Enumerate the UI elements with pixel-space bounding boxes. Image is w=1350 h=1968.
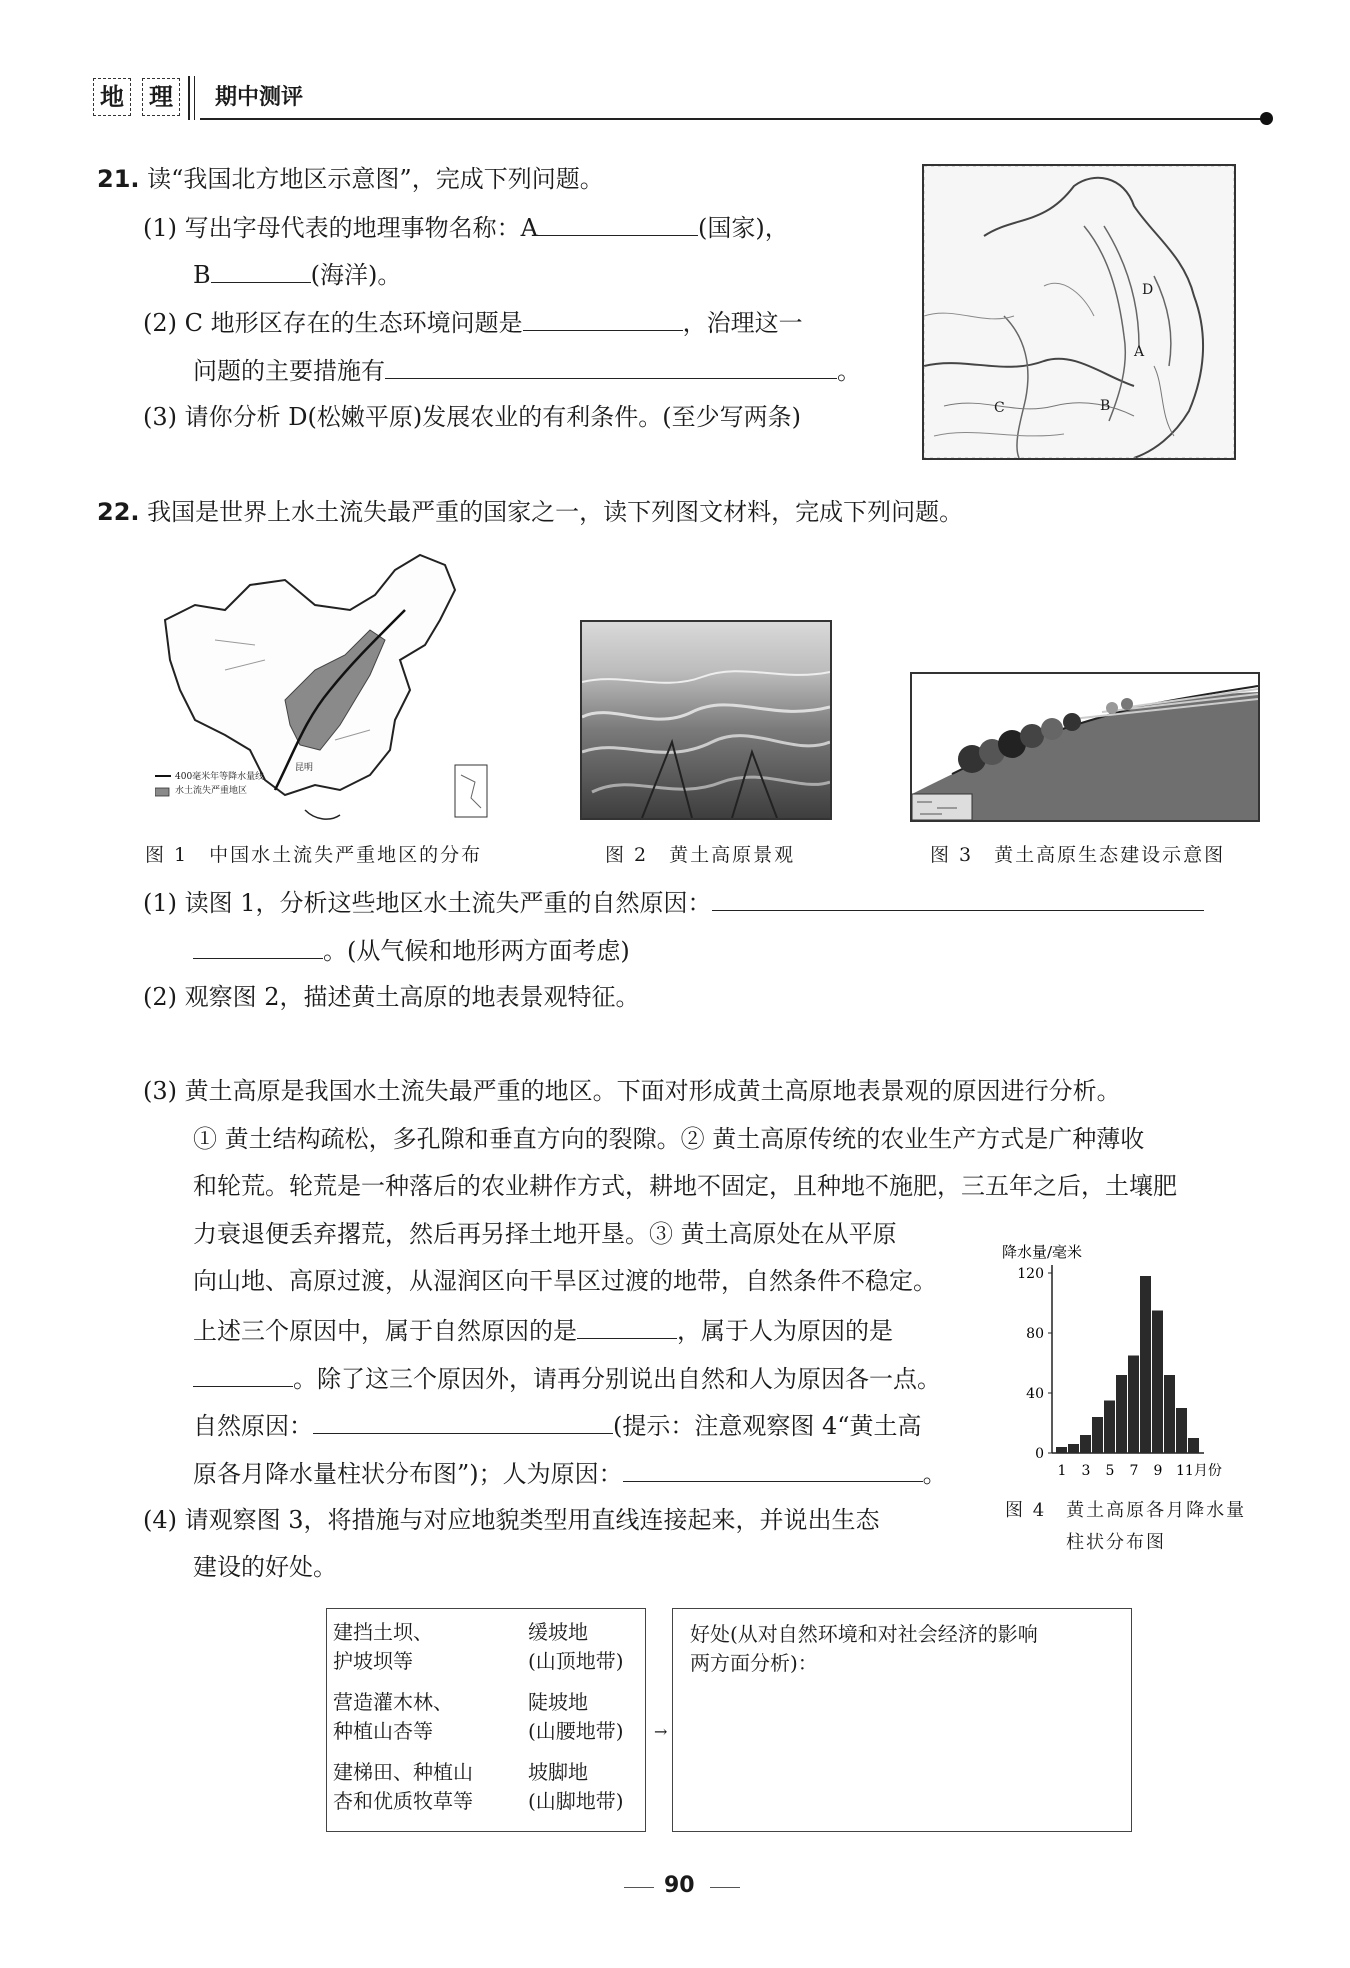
map-label-d: D — [1142, 282, 1154, 298]
answer-blank-q22-f[interactable] — [623, 1455, 923, 1482]
measure-1-line2: 护坡坝等 — [333, 1649, 413, 1673]
q22-part4-line2: 建设的好处。 — [193, 1553, 337, 1581]
x-tick-label: 3 — [1081, 1463, 1091, 1479]
precip-bar — [1092, 1417, 1103, 1453]
map-label-b: B — [1100, 398, 1111, 414]
figure-3-ecology-sketch — [910, 672, 1260, 822]
fig1-legend-area-label: 水土流失严重地区 — [175, 786, 248, 796]
terrain-1-line2: (山顶地带) — [528, 1649, 624, 1673]
precip-bar — [1080, 1435, 1091, 1453]
subject-badge-1: 地 — [93, 78, 131, 116]
q22-part3-line8: 自然原因： (提示：注意观察图 4“黄土高 — [193, 1407, 922, 1443]
figure-2-loess-photo — [580, 620, 832, 820]
answer-blank-q21-b[interactable] — [211, 256, 311, 283]
figure-1-china-map — [155, 550, 495, 830]
header-rule — [200, 118, 1264, 120]
north-china-map — [922, 164, 1236, 460]
precip-bar — [1140, 1276, 1151, 1453]
q22-part3-line5: 向山地、高原过渡，从湿润区向干旱区过渡的地带，自然条件不稳定。 — [193, 1267, 937, 1295]
measure-1-line1: 建挡土坝、 — [333, 1620, 433, 1644]
precip-bar — [1152, 1311, 1163, 1454]
precip-bar — [1068, 1444, 1079, 1453]
terrain-1-line1[interactable]: 缓坡地 — [528, 1620, 588, 1644]
q22-part1: (1) 读图 1，分析这些地区水土流失严重的自然原因： — [143, 884, 1204, 920]
figure-1-caption: 图 1 中国水土流失严重地区的分布 — [145, 844, 483, 866]
page-number: 90 — [664, 1873, 695, 1898]
measure-3-line1: 建梯田、种植山 — [333, 1760, 473, 1784]
precip-bar — [1128, 1356, 1139, 1454]
q22-part3-line4: 力衰退便丢弃撂荒，然后再另择土地开垦。③ 黄土高原处在从平原 — [193, 1220, 897, 1248]
answer-blank-q22-b[interactable] — [193, 932, 323, 959]
benefit-prompt-line2: 两方面分析)： — [690, 1651, 818, 1675]
x-tick-label: 5 — [1105, 1463, 1115, 1479]
north-china-map-drawing — [924, 166, 1234, 458]
precip-bar — [1188, 1438, 1199, 1453]
measure-3-line2: 杏和优质牧草等 — [333, 1789, 473, 1813]
figure-2-caption: 图 2 黄土高原景观 — [605, 844, 796, 866]
section-title: 期中测评 — [215, 85, 304, 110]
terrain-2-line2: (山腰地带) — [528, 1719, 624, 1743]
y-axis-label: 降水量/毫米 — [1002, 1243, 1083, 1261]
q22-part3-line3: 和轮荒。轮荒是一种落后的农业耕作方式，耕地不固定，且种地不施肥，三五年之后，土壤肥 — [193, 1172, 1177, 1200]
map-label-c: C — [994, 400, 1005, 416]
q22-part2: (2) 观察图 2，描述黄土高原的地表景观特征。 — [143, 983, 640, 1011]
q22-part3-line1: (3) 黄土高原是我国水土流失最严重的地区。下面对形成黄土高原地表景观的原因进行分析。 — [143, 1077, 1121, 1105]
terrain-3-line1[interactable]: 坡脚地 — [528, 1760, 588, 1784]
ecology-drawing — [912, 674, 1258, 820]
figure-4-caption-1: 图 4 黄土高原各月降水量 — [1005, 1500, 1247, 1521]
q22-part3-line6: 上述三个原因中，属于自然原因的是 ，属于人为原因的是 — [193, 1312, 893, 1348]
q21-part1: (1) 写出字母代表的地理事物名称：A (国家)， — [143, 209, 789, 245]
q22-part3-line2: ① 黄土结构疏松，多孔隙和垂直方向的裂隙。② 黄土高原传统的农业生产方式是广种薄收 — [193, 1125, 1145, 1153]
figure-3-caption: 图 3 黄土高原生态建设示意图 — [930, 844, 1226, 866]
footer-rule-left — [624, 1887, 654, 1888]
q22-part3-line9: 原各月降水量柱状分布图”)；人为原因： 。 — [193, 1455, 947, 1491]
q21-part1-b: B (海洋)。 — [193, 256, 401, 292]
q21-part2-b: 问题的主要措施有 。 — [193, 352, 861, 388]
loess-ridges — [582, 622, 830, 818]
y-tick-label: 80 — [1026, 1326, 1044, 1342]
precip-bar — [1104, 1401, 1115, 1454]
header-rule-dot — [1260, 112, 1273, 125]
x-tick-label: 9 — [1153, 1463, 1163, 1479]
measure-2-line2: 种植山杏等 — [333, 1719, 433, 1743]
fig1-city-label: 昆明 — [295, 763, 314, 773]
precip-chart-svg — [1000, 1235, 1290, 1485]
q22-stem: 22. 我国是世界上水土流失最严重的国家之一，读下列图文材料，完成下列问题。 — [97, 498, 964, 526]
answer-blank-q22-d[interactable] — [193, 1360, 293, 1387]
q22-part4-line1: (4) 请观察图 3，将措施与对应地貌类型用直线连接起来，并说出生态 — [143, 1506, 880, 1534]
answer-blank-q21-c[interactable] — [523, 304, 683, 331]
y-tick-label: 120 — [1017, 1266, 1044, 1282]
x-tick-label: 11月份 — [1176, 1463, 1222, 1479]
terrain-2-line1[interactable]: 陡坡地 — [528, 1690, 588, 1714]
footer-rule-right — [710, 1887, 740, 1888]
precip-bar — [1116, 1375, 1127, 1453]
terrain-3-line2: (山脚地带) — [528, 1789, 624, 1813]
header-divider — [188, 76, 195, 120]
figure-4-caption-2: 柱状分布图 — [1066, 1532, 1166, 1553]
x-tick-label: 1 — [1057, 1463, 1067, 1479]
x-tick-label: 7 — [1129, 1463, 1139, 1479]
answer-blank-q21-d[interactable] — [385, 352, 837, 379]
q21-part3: (3) 请你分析 D(松嫩平原)发展农业的有利条件。(至少写两条) — [143, 403, 801, 431]
q21-part2: (2) C 地形区存在的生态环境问题是 ，治理这一 — [143, 304, 803, 340]
answer-blank-q22-c[interactable] — [577, 1312, 677, 1339]
fig1-legend-line-label: 400毫米年等降水量线 — [175, 772, 265, 782]
subject-badge-2: 理 — [142, 78, 180, 116]
figure-4-precip-chart — [1000, 1235, 1290, 1485]
measure-2-line1: 营造灌木林、 — [333, 1690, 453, 1714]
precip-bar — [1164, 1375, 1175, 1453]
y-tick-label: 40 — [1026, 1386, 1044, 1402]
benefit-prompt-line1: 好处(从对自然环境和对社会经济的影响 — [690, 1622, 1038, 1646]
precip-bar — [1056, 1447, 1067, 1453]
q21-stem: 21. 读“我国北方地区示意图”，完成下列问题。 — [97, 165, 604, 193]
chart-bars — [1056, 1276, 1199, 1453]
y-tick-label: 0 — [1035, 1446, 1044, 1462]
map-label-a: A — [1134, 344, 1145, 360]
q22-part1-b: 。(从气候和地形两方面考虑) — [193, 932, 630, 968]
answer-blank-q22-e[interactable] — [313, 1407, 613, 1434]
answer-blank-q21-a[interactable] — [538, 209, 698, 236]
answer-blank-q22-a[interactable] — [712, 884, 1204, 911]
arrow-icon: → — [654, 1722, 668, 1741]
precip-bar — [1176, 1408, 1187, 1453]
q22-part3-line7: 。除了这三个原因外，请再分别说出自然和人为原因各一点。 — [193, 1360, 941, 1396]
